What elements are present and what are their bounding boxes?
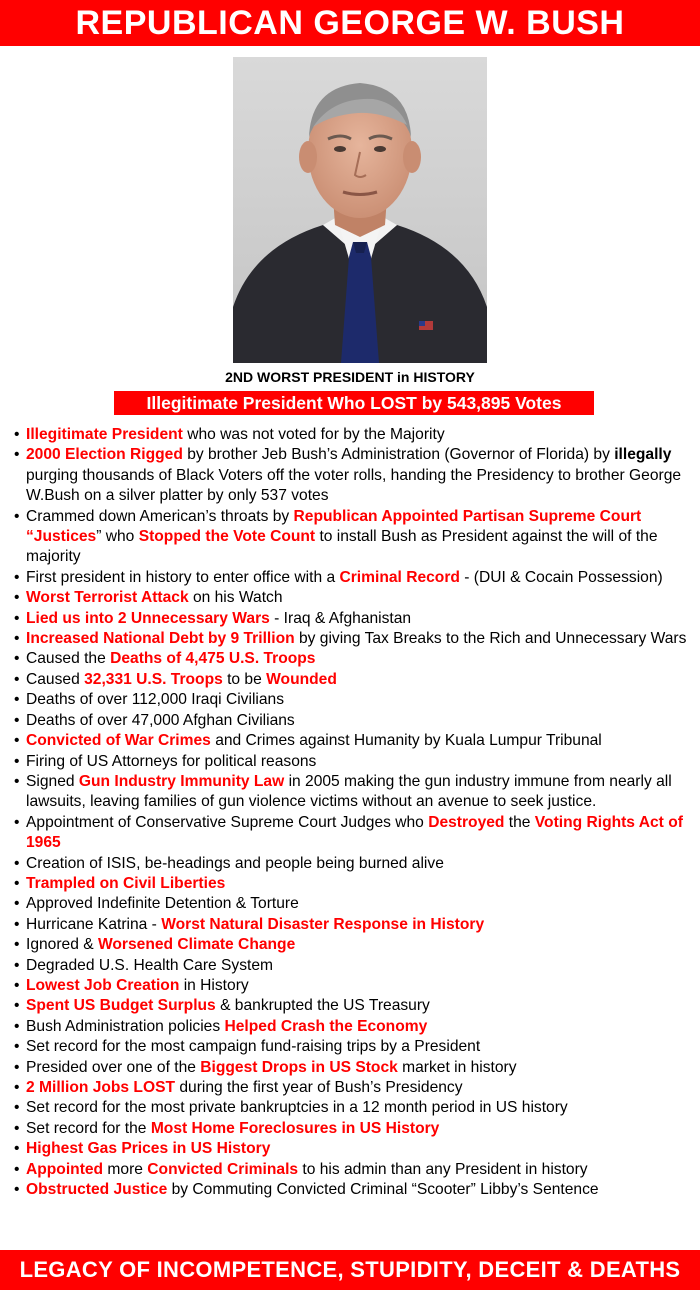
list-item: • First president in history to enter office with a Criminal Record - (DUI & Cocain Possession) [14,568,700,588]
list-item: • Creation of ISIS, be-headings and people being burned alive [14,854,700,874]
accusation-list [14,425,700,1200]
list-item: • Obstructed Justice by Commuting Convicted Criminal “Scooter” Libby’s Sentence [14,1180,700,1200]
highlight-bar [114,391,594,415]
list-item: • Lied us into 2 Unnecessary Wars - Iraq & Afghanistan [14,609,700,629]
list-item: • Crammed down American’s throats by Republican Appointed Partisan Supreme Court “Justices” who Stopped the Vote Count to install Bush as President against the will of the majority [14,507,700,568]
list-item: • Trampled on Civil Liberties [14,874,700,894]
highlight-bar-text: Illegitimate President Who LOST by 543,895 Votes [146,393,562,413]
list-item: • Firing of US Attorneys for political reasons [14,752,700,772]
list-item: • Worst Terrorist Attack on his Watch [14,588,700,608]
list-item: • Convicted of War Crimes and Crimes against Humanity by Kuala Lumpur Tribunal [14,731,700,751]
list-item: • 2 Million Jobs LOST during the first year of Bush’s Presidency [14,1078,700,1098]
portrait-illustration [233,57,487,363]
footer-banner [0,1250,700,1290]
list-item: • Bush Administration policies Helped Crash the Economy [14,1017,700,1037]
list-item: • Approved Indefinite Detention & Torture [14,894,700,914]
list-item: • Set record for the Most Home Foreclosures in US History [14,1119,700,1139]
list-item: • Set record for the most campaign fund-raising trips by a President [14,1037,700,1057]
list-item: • Illegitimate President who was not voted for by the Majority [14,425,700,445]
list-item: • Lowest Job Creation in History [14,976,700,996]
list-item: • 2000 Election Rigged by brother Jeb Bush’s Administration (Governor of Florida) by illegally purging thousands of Black Voters off the voter rolls, handing the Presidency to brother George W.Bush on a silver platter by only 537 votes [14,445,700,506]
portrait-photo [233,57,487,363]
footer-text: LEGACY OF INCOMPETENCE, STUPIDITY, DECEIT & DEATHS [19,1257,681,1282]
list-item: • Degraded U.S. Health Care System [14,956,700,976]
list-item: • Deaths of over 47,000 Afghan Civilians [14,711,700,731]
subtitle: 2ND WORST PRESIDENT in HISTORY [225,369,475,385]
list-item: • Highest Gas Prices in US History [14,1139,700,1159]
list-item: • Caused the Deaths of 4,475 U.S. Troops [14,649,700,669]
list-item: • Increased National Debt by 9 Trillion by giving Tax Breaks to the Rich and Unnecessary Wars [14,629,700,649]
header-banner [0,0,700,46]
list-item: • Spent US Budget Surplus & bankrupted the US Treasury [14,996,700,1016]
page-title: REPUBLICAN GEORGE W. BUSH [75,4,625,42]
list-item: • Presided over one of the Biggest Drops in US Stock market in history [14,1058,700,1078]
list-item: • Appointed more Convicted Criminals to his admin than any President in history [14,1160,700,1180]
list-item: • Appointment of Conservative Supreme Court Judges who Destroyed the Voting Rights Act of 1965 [14,813,700,854]
list-item: • Ignored & Worsened Climate Change [14,935,700,955]
list-item: • Deaths of over 112,000 Iraqi Civilians [14,690,700,710]
list-item: • Hurricane Katrina - Worst Natural Disaster Response in History [14,915,700,935]
list-item: • Set record for the most private bankruptcies in a 12 month period in US history [14,1098,700,1118]
list-item: • Caused 32,331 U.S. Troops to be Wounded [14,670,700,690]
list-item: • Signed Gun Industry Immunity Law in 2005 making the gun industry immune from nearly all lawsuits, leaving families of gun violence victims without an avenue to seek justice. [14,772,700,813]
